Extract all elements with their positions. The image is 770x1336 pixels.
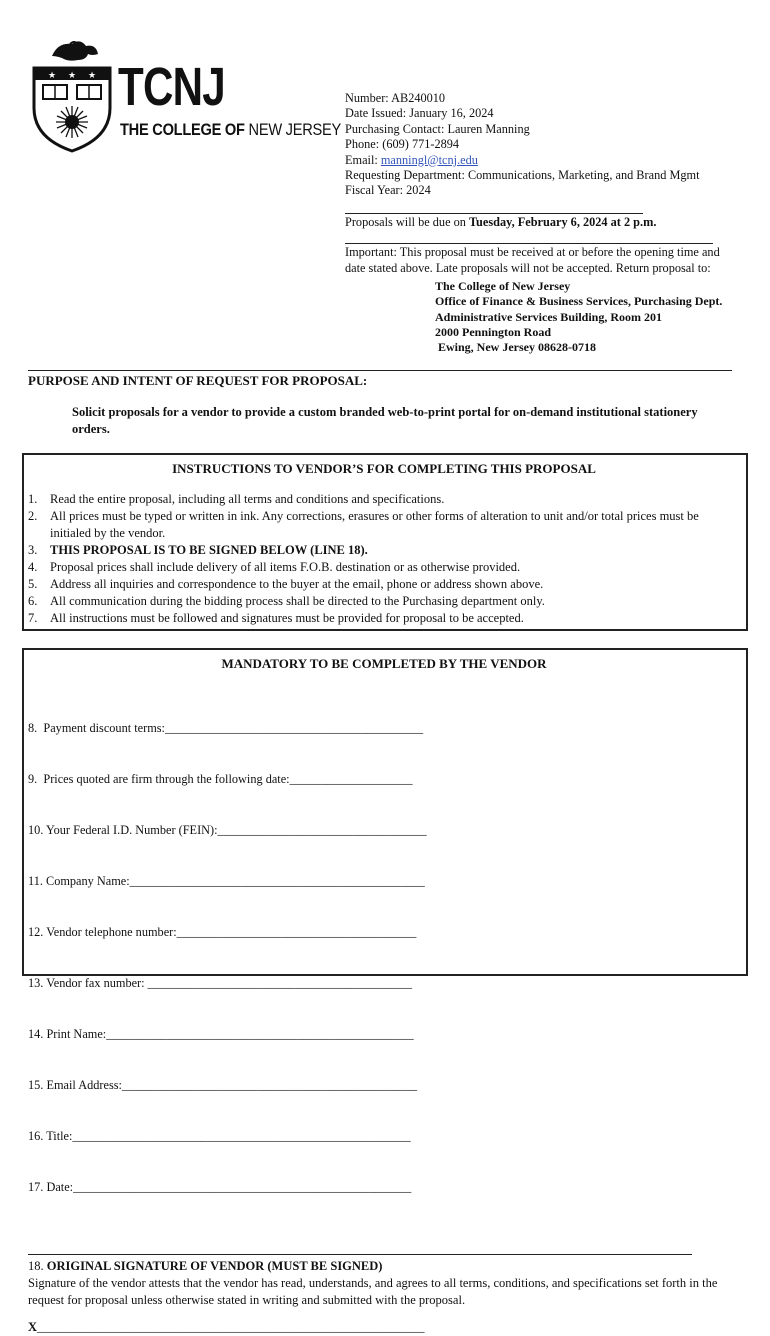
divider: [28, 370, 732, 371]
signature-statement: Signature of the vendor attests that the vendor has read, understands, and agrees to all terms, conditions, and specifications set forth in the request for proposal unless otherwise stated in writing and submitted with the proposal.: [28, 1276, 718, 1307]
list-item: 5. Address all inquiries and correspondence to the buyer at the email, phone or address shown above.: [28, 577, 544, 591]
field-payment-terms[interactable]: 8. Payment discount terms:__________________________________________: [28, 721, 424, 735]
address-line: The College of New Jersey: [435, 279, 571, 293]
mandatory-title: MANDATORY TO BE COMPLETED BY THE VENDOR: [221, 656, 547, 671]
signature-line[interactable]: X______________________________________________________________: [28, 1320, 425, 1334]
return-address: [435, 279, 722, 355]
field-print-name[interactable]: 14. Print Name:__________________________________________________: [28, 1027, 414, 1041]
logo-subtitle: THE COLLEGE OF NEW JERSEY: [120, 120, 342, 139]
fiscal-year: Fiscal Year: 2024: [345, 183, 431, 198]
list-item: 1. Read the entire proposal, including all terms and conditions and specifications.: [28, 492, 445, 506]
list-item: 7. All instructions must be followed and signatures must be provided for proposal to be accepted.: [28, 611, 524, 625]
list-item: 2. All prices must be typed or written in ink. Any corrections, erasures or other forms of alteration to unit and/or total prices must be initialed by the vendor.: [28, 509, 699, 540]
instructions-title: INSTRUCTIONS TO VENDOR’S FOR COMPLETING THIS PROPOSAL: [172, 461, 596, 476]
svg-text:★: ★: [68, 71, 77, 81]
divider: [345, 213, 643, 214]
divider: [28, 1254, 692, 1255]
important-note-2: date stated above. Late proposals will not be accepted. Return proposal to:: [345, 260, 711, 275]
logo-wordmark: TCNJ: [118, 57, 225, 117]
field-telephone[interactable]: 12. Vendor telephone number:_______________________________________: [28, 925, 417, 939]
vendor-fields: [28, 686, 740, 1230]
field-date[interactable]: 17. Date:_______________________________________________________: [28, 1180, 412, 1194]
field-fein[interactable]: 10. Your Federal I.D. Number (FEIN):__________________________________: [28, 823, 427, 837]
phone: Phone: (609) 771-2894: [345, 137, 460, 152]
address-line: Ewing, New Jersey 08628-0718: [435, 340, 596, 355]
field-title[interactable]: 16. Title:_______________________________________________________: [28, 1129, 411, 1143]
purchasing-contact: Purchasing Contact: Lauren Manning: [345, 121, 530, 136]
list-item: 3. THIS PROPOSAL IS TO BE SIGNED BELOW (LINE 18).: [28, 543, 368, 557]
divider: [345, 243, 713, 244]
instructions-list: [28, 491, 740, 627]
address-line: Administrative Services Building, Room 201: [435, 309, 662, 324]
svg-text:★: ★: [48, 71, 57, 81]
requesting-department: Requesting Department: Communications, Marketing, and Brand Mgmt: [345, 168, 700, 183]
important-note-1: Important: This proposal must be received at or before the opening time and: [345, 245, 720, 260]
field-company-name[interactable]: 11. Company Name:________________________________________________: [28, 874, 425, 888]
email-link[interactable]: manningl@tcnj.edu: [380, 152, 478, 167]
address-line: Office of Finance & Business Services, Purchasing Dept.: [435, 294, 723, 309]
list-item: 4. Proposal prices shall include delivery of all items F.O.B. destination or as otherwise provided.: [28, 560, 521, 574]
mandatory-box: [22, 648, 748, 1334]
rfp-info-block: [345, 91, 755, 276]
field-fax[interactable]: 13. Vendor fax number: ___________________________________________: [28, 976, 413, 990]
email-line: Email: manningl@tcnj.edu: [345, 152, 478, 167]
svg-text:★: ★: [88, 71, 97, 81]
list-item: 6. All communication during the bidding process shall be directed to the Purchasing department only.: [28, 594, 545, 608]
purpose-body: Solicit proposals for a vendor to provide a custom branded web-to-print portal for on-demand institutional stationery orders.: [72, 405, 698, 436]
address-line: 2000 Pennington Road: [435, 324, 552, 339]
rfp-number: Number: AB240010: [345, 91, 446, 105]
date-issued: Date Issued: January 16, 2024: [345, 106, 494, 121]
purpose-heading: PURPOSE AND INTENT OF REQUEST FOR PROPOSAL:: [28, 373, 368, 388]
field-email[interactable]: 15. Email Address:________________________________________________: [28, 1078, 418, 1092]
instructions-box: [22, 453, 748, 631]
signature-heading: 18. ORIGINAL SIGNATURE OF VENDOR (MUST BE SIGNED): [28, 1259, 383, 1273]
due-date-line: Proposals will be due on Tuesday, February 6, 2024 at 2 p.m.: [345, 214, 657, 229]
field-prices-firm-date[interactable]: 9. Prices quoted are firm through the following date:____________________: [28, 772, 413, 786]
